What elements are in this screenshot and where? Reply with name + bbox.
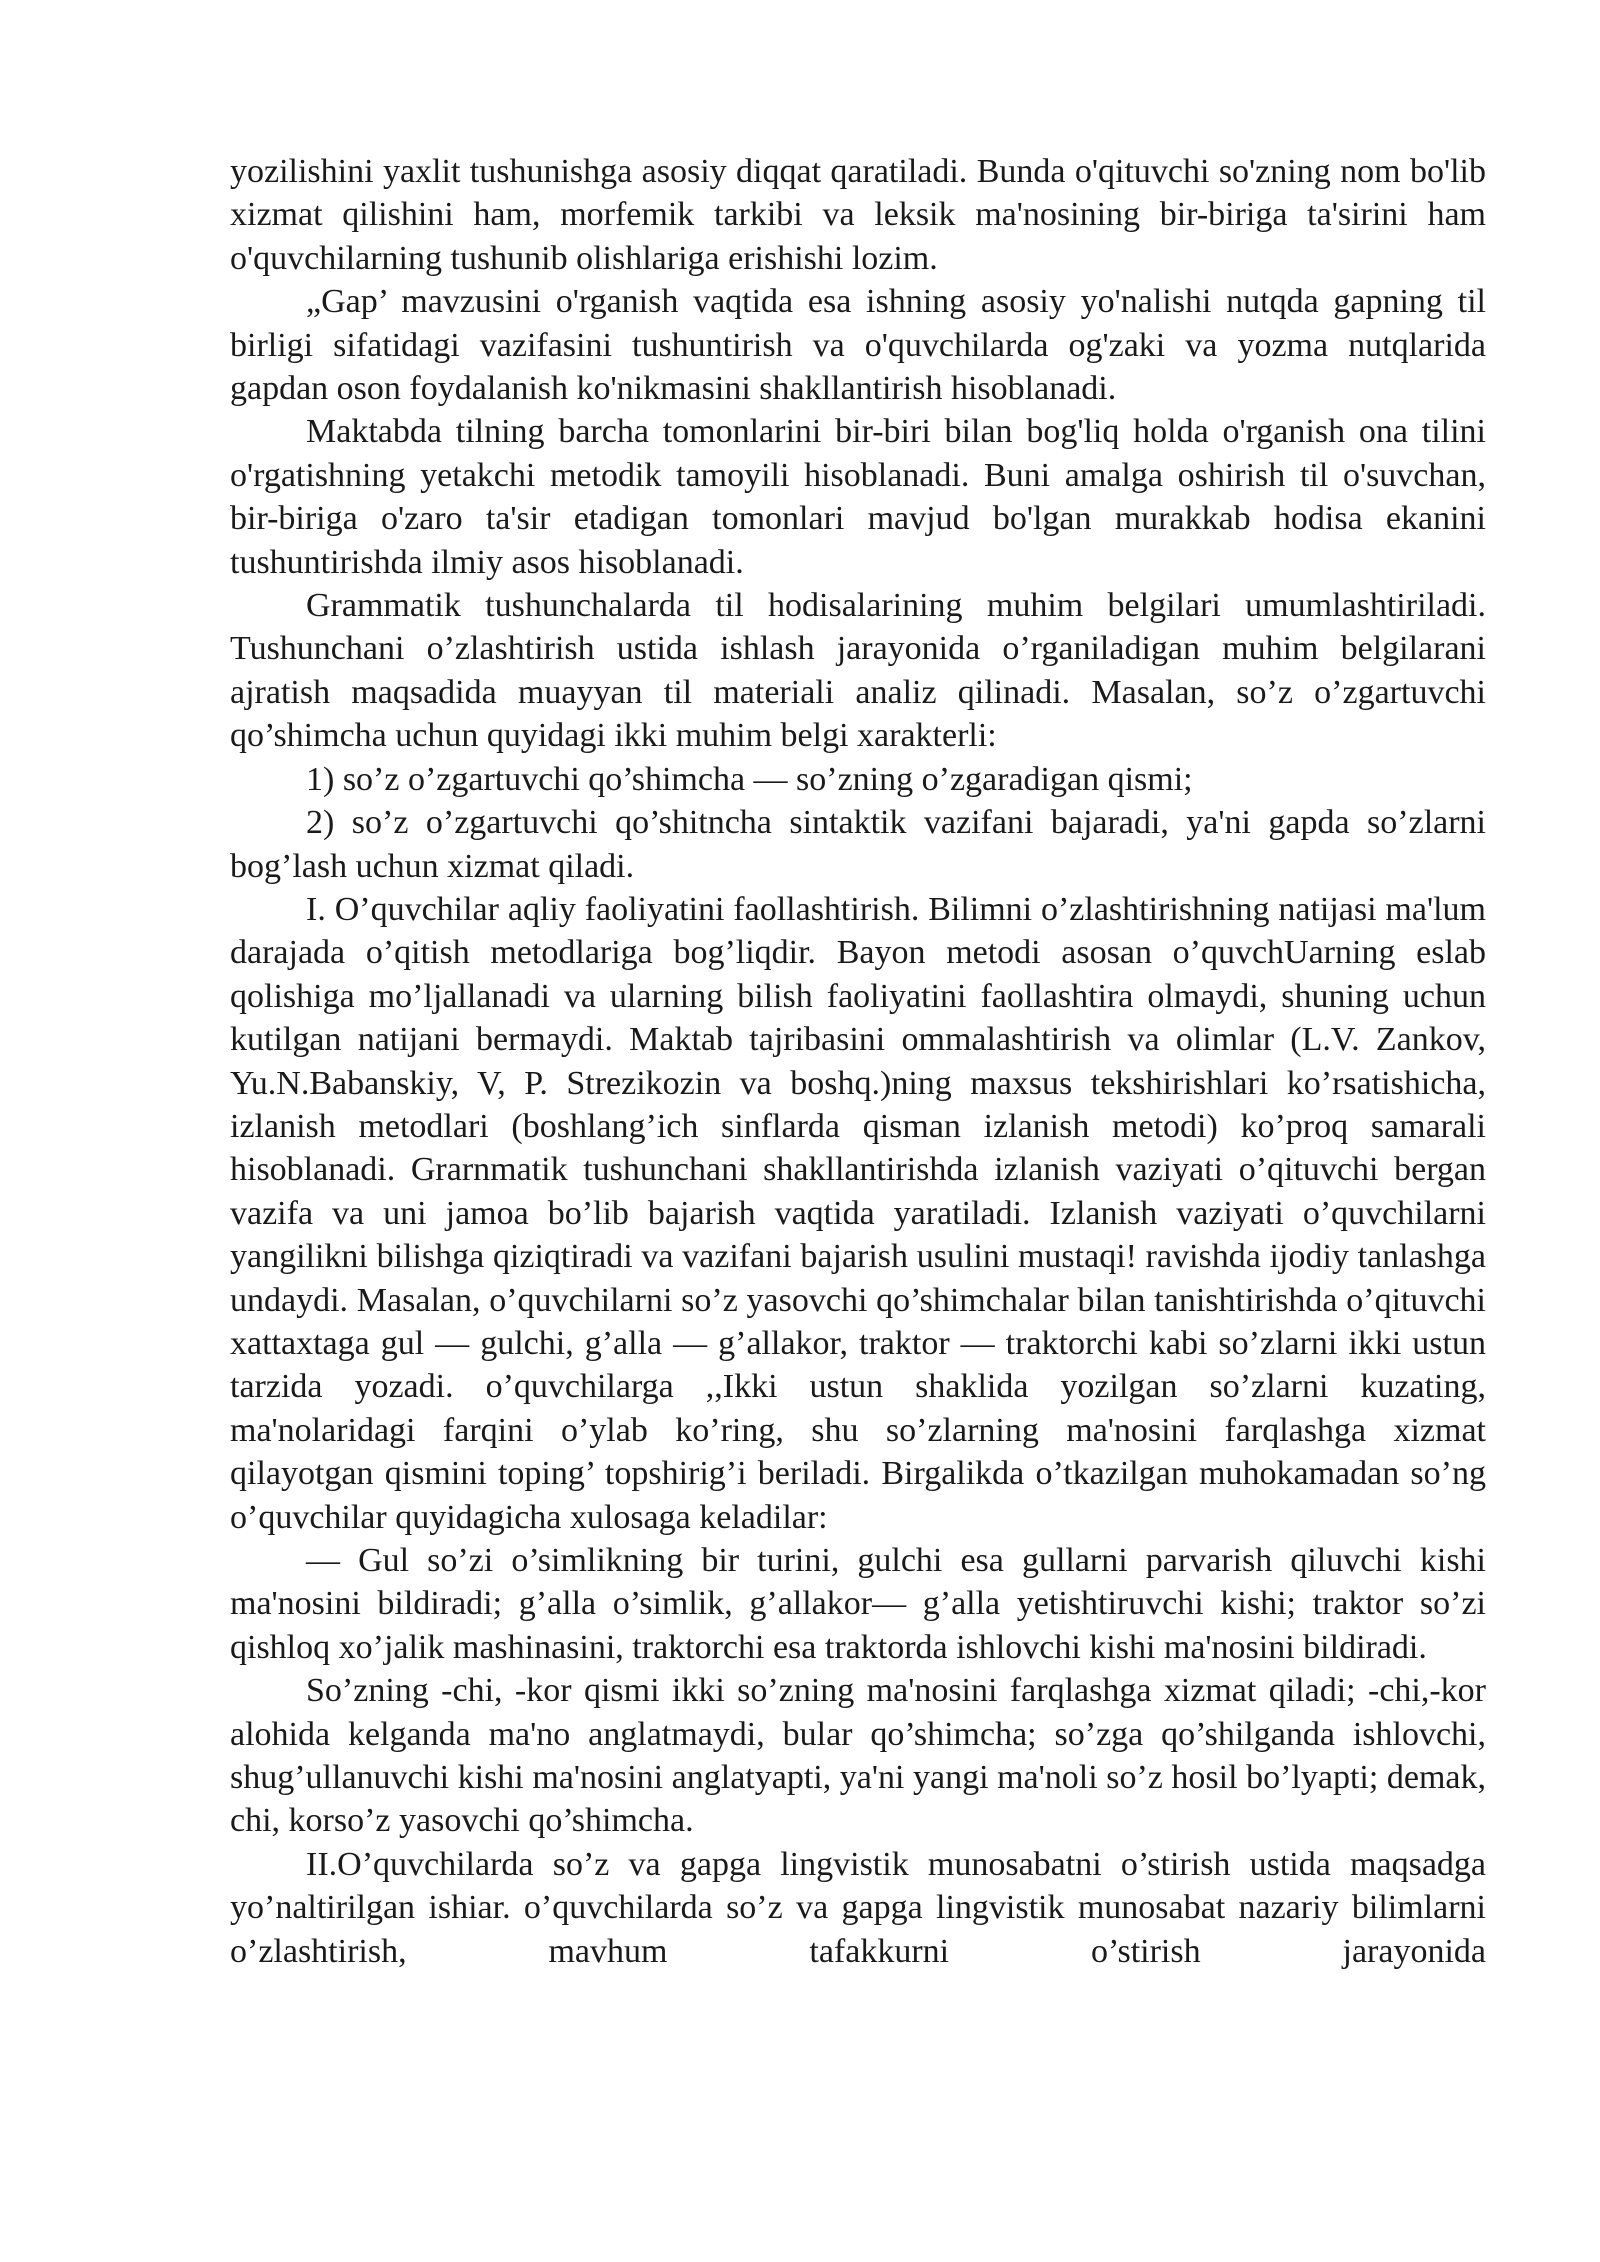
paragraph: — Gul so’zi o’simlikning bir turini, gulchi esa gullarni parvarish qiluvchi kishi ma'nosini bildiradi; g’alla o’simlik, g’allakor— g’alla yetishtiruvchi kishi; traktor so’zi qishloq xo’jalik mashinasini, traktorchi esa traktorda ishlovchi kishi ma'nosini bildiradi. <box>230 1542 1486 1666</box>
paragraph: So’zning -chi, -kor qismi ikki so’zning ma'nosini farqlashga xizmat qiladi; -chi,-kor alohida kelganda ma'no anglatmaydi, bular qo’shimcha; so’zga qo’shilganda ishlovchi, shug’ullanuvchi kishi ma'nosini anglatyapti, ya'ni yangi ma'noli so’z hosil bo’lyapti; demak, chi, korso’z yasovchi qo’shimcha. <box>230 1672 1486 1840</box>
paragraph: II.O’quvchilarda so’z va gapga lingvistik munosabatni o’stirish ustida maqsadga yo’naltirilgan ishiar. o’quvchilarda so’z va gapga lingvistik munosabat nazariy bilimlarni o’zlashtirish, mavhum tafakkurni o’stirish jarayonida <box>230 1845 1486 1970</box>
document-page <box>230 150 1486 1973</box>
paragraph: Grammatik tushunchalarda til hodisalarining muhim belgilari umumlashtiriladi. Tushunchani o’zlashtirish ustida ishlash jarayonida o’rganiladigan muhim belgilarani ajratish maqsadida muayyan til materiali analiz qilinadi. Masalan, so’z o’zgartuvchi qo’shimcha uchun quyidagi ikki muhim belgi xarakterli: <box>230 587 1486 755</box>
list-item: 2) so’z o’zgartuvchi qo’shitncha sintaktik vazifani bajaradi, ya'ni gapda so’zlarni bog’lash uchun xizmat qiladi. <box>230 804 1486 885</box>
paragraph: yozilishini yaxlit tushunishga asosiy diqqat qaratiladi. Bunda o'qituvchi so'zning nom bo'lib xizmat qilishini ham, morfemik tarkibi va leksik ma'nosining bir-biriga ta'sirini ham o'quvchilarning tushunib olishlariga erishishi lozim. <box>230 153 1486 277</box>
paragraph: I. O’quvchilar aqliy faoliyatini faollashtirish. Bilimni o’zlashtirishning natijasi ma'lum darajada o’qitish metodlariga bog’liqdir. Bayon metodi asosan o’quvchUarning eslab qolishiga mo’ljallanadi va ularning bilish faoliyatini faollashtira olmaydi, shuning uchun kutilgan natijani bermaydi. Maktab tajribasini ommalashtirish va olimlar (L.V. Zankov, Yu.N.Babanskiy, V, P. Strezikozin va boshq.)ning maxsus tekshirishlari ko’rsatishicha, izlanish metodlari (boshlang’ich sinflarda qisman izlanish metodi) ko’proq samarali hisoblanadi. Grarnmatik tushunchani shakllantirishda izlanish vaziyati o’qituvchi bergan vazifa va uni jamoa bo’lib bajarish vaqtida yaratiladi. Izlanish vaziyati o’quvchilarni yangilikni bilishga qiziqtiradi va vazifani bajarish usulini mustaqi! ravishda ijodiy tanlashga undaydi. Masalan, o’quvchilarni so’z yasovchi qo’shimchalar bilan tanishtirishda o’qituvchi xattaxtaga gul — gulchi, g’alla — g’allakor, traktor — traktorchi kabi so’zlarni ikki ustun tarzida yozadi. o’quvchilarga ,,Ikki ustun shaklida yozilgan so’zlarni kuzating, ma'nolaridagi farqini o’ylab ko’ring, shu so’zlarning ma'nosini farqlashga xizmat qilayotgan qismini toping’ topshirig’i beriladi. Birgalikda o’tkazilgan muhokamadan so’ng o’quvchilar quyidagicha xulosaga keladilar: <box>230 890 1486 1536</box>
list-item: 1) so’z o’zgartuvchi qo’shimcha — so’zning o’zgaradigan qismi; <box>306 760 1193 798</box>
paragraph: „Gap’ mavzusini o'rganish vaqtida esa ishning asosiy yo'nalishi nutqda gapning til birligi sifatidagi vazifasini tushuntirish va o'quvchilarda og'zaki va yozma nutqlarida gapdan oson foydalanish ko'nikmasini shakllantirish hisoblanadi. <box>230 283 1486 408</box>
paragraph: Maktabda tilning barcha tomonlarini bir-biri bilan bog'liq holda o'rganish ona tilini o'rgatishning yetakchi metodik tamoyili hisoblanadi. Buni amalga oshirish til o'suvchan, bir-biriga o'zaro ta'sir etadigan tomonlari mavjud bo'lgan murakkab hodisa ekanini tushuntirishda ilmiy asos hisoblanadi. <box>230 413 1486 581</box>
